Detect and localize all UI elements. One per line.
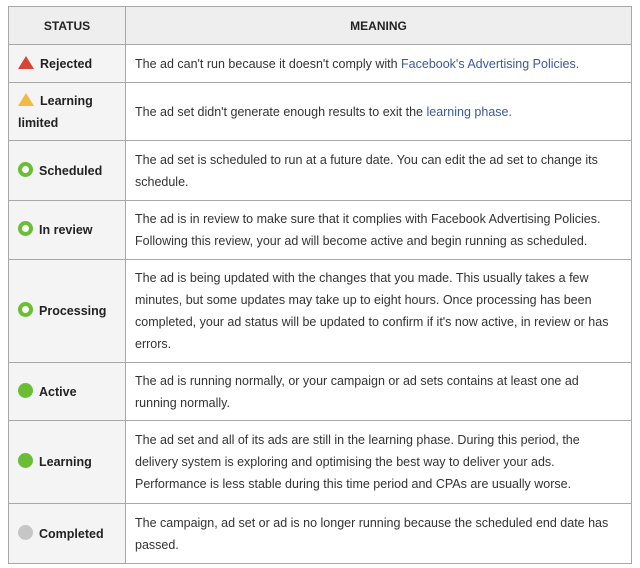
status-cell-learning-limited [9, 83, 126, 141]
header-meaning: MEANING [126, 7, 632, 45]
status-cell-processing [9, 260, 126, 363]
status-label: Learning [39, 455, 92, 469]
yellow-triangle-icon [18, 93, 34, 106]
meaning-cell [126, 45, 632, 83]
advertising-policies-link[interactable]: Facebook's Advertising Policies. [401, 56, 580, 71]
table-row [9, 201, 632, 260]
status-label: Rejected [40, 56, 93, 71]
red-triangle-icon [18, 56, 34, 69]
green-dot-icon [18, 453, 33, 468]
status-cell-completed [9, 504, 126, 564]
ad-status-table [8, 6, 632, 564]
meaning-text: The ad can't run because it doesn't comply with [135, 56, 402, 71]
status-cell-in-review [9, 201, 126, 260]
meaning-cell: The ad is running normally, or your campaign or ad sets contains at least one ad running normally. [126, 363, 632, 421]
status-label: Completed [39, 526, 104, 541]
header-status: STATUS [9, 7, 126, 45]
table-row [9, 363, 632, 421]
green-ring-icon [18, 221, 33, 236]
status-label: Scheduled [39, 163, 103, 178]
meaning-text: The ad set didn't generate enough results to exit the [135, 104, 427, 119]
green-ring-icon [18, 302, 33, 317]
green-ring-icon [18, 162, 33, 177]
table-row [9, 45, 632, 83]
meaning-cell: The ad is in review to make sure that it complies with Facebook Advertising Policies. Following this review, your ad will become active and begin running as scheduled. [126, 201, 632, 260]
table-row [9, 504, 632, 564]
meaning-cell: The ad set is scheduled to run at a future date. You can edit the ad set to change its schedule. [126, 141, 632, 201]
status-label: Learning limited [18, 93, 93, 130]
status-cell-rejected [9, 45, 126, 83]
status-label: Processing [39, 304, 107, 318]
table-row [9, 421, 632, 504]
meaning-cell: The ad is being updated with the changes that you made. This usually takes a few minutes, but some updates may take up to eight hours. Once processing has been completed, your ad status will be updated to confirm if it's now active, in review or has errors. [126, 260, 632, 363]
meaning-cell [126, 83, 632, 141]
meaning-cell: The ad set and all of its ads are still in the learning phase. During this period, the delivery system is exploring and optimising the best way to deliver your ads. Performance is less stable during this time period and CPAs are usually worse. [126, 421, 632, 504]
grey-dot-icon [18, 525, 33, 540]
green-dot-icon [18, 383, 33, 398]
status-label: In review [39, 223, 93, 237]
table-row [9, 141, 632, 201]
status-label: Active [39, 384, 77, 399]
status-cell-active [9, 363, 126, 421]
table-row [9, 260, 632, 363]
learning-phase-link[interactable]: learning phase. [426, 104, 512, 119]
status-cell-learning [9, 421, 126, 504]
status-cell-scheduled [9, 141, 126, 201]
table-header-row [9, 7, 632, 45]
table-row [9, 83, 632, 141]
meaning-cell: The campaign, ad set or ad is no longer running because the scheduled end date has passed. [126, 504, 632, 564]
